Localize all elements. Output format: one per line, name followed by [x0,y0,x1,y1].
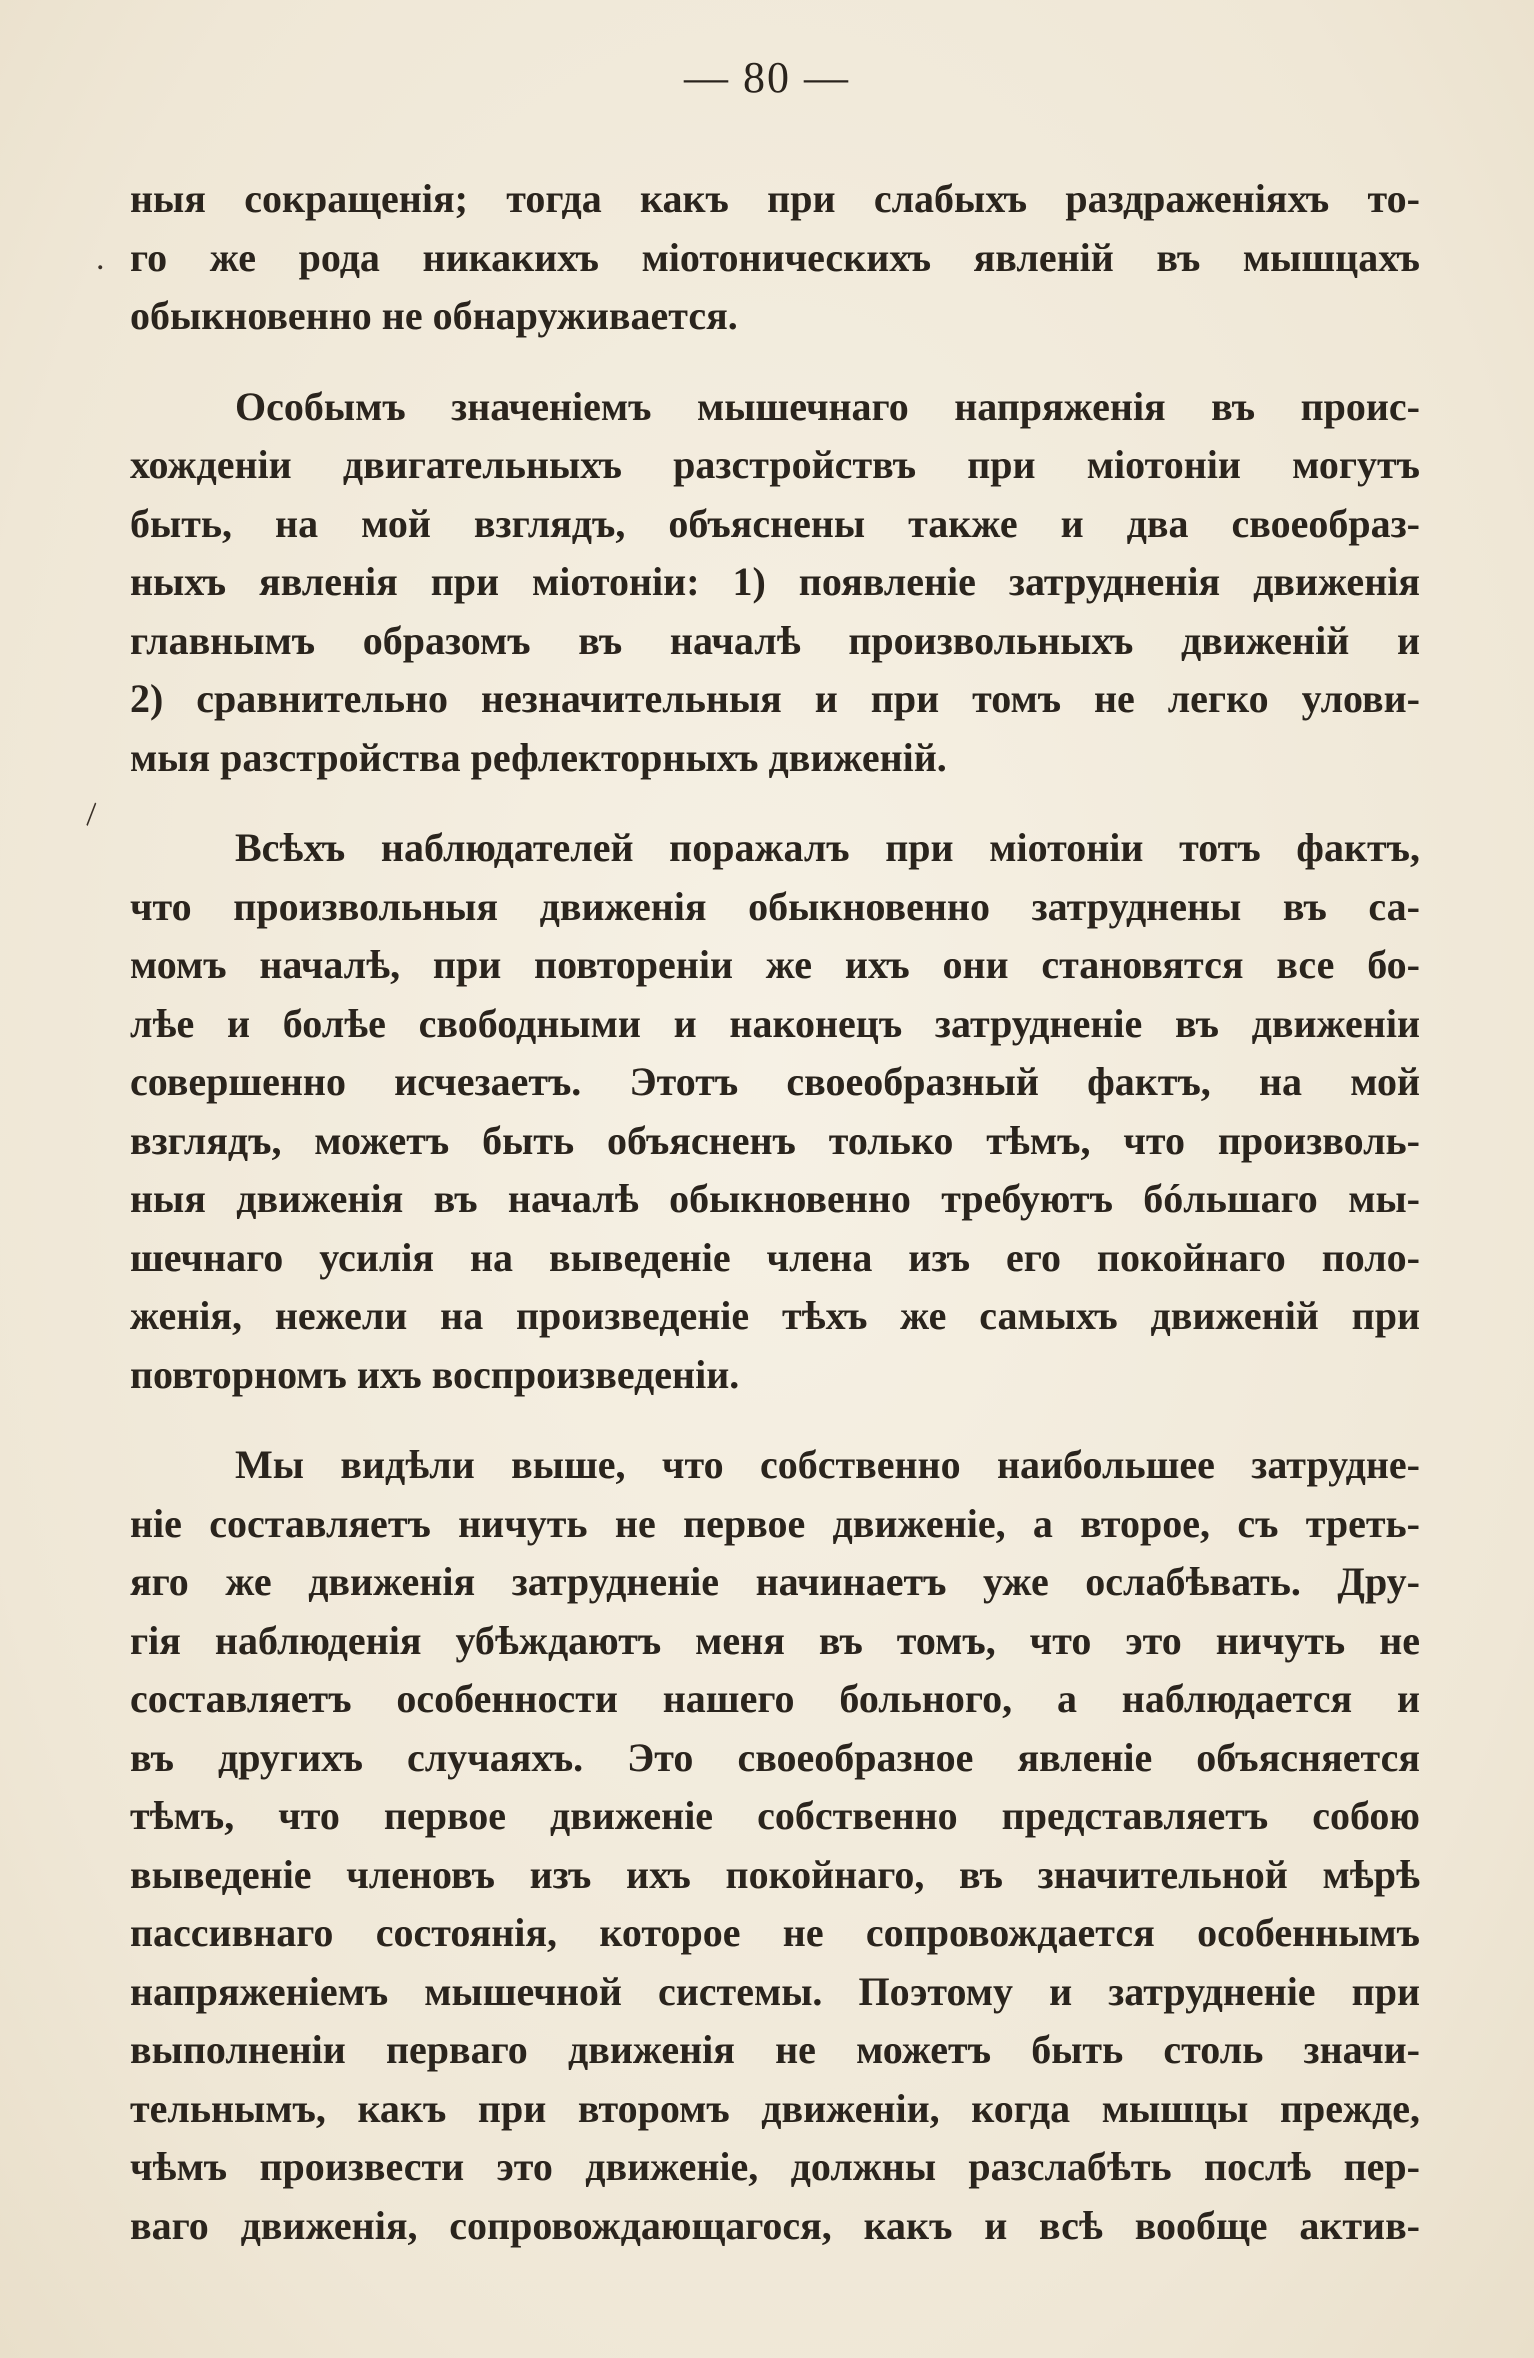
text-line: хожденіи двигательныхъ разстройствъ при міотоніи могутъ [130,442,1420,487]
margin-pencil-mark: \ [75,797,107,832]
text-line: совершенно исчезаетъ. Этотъ своеобразный фактъ, на мой [130,1059,1420,1104]
text-line: гія наблюденія убѣждаютъ меня въ томъ, что это ничуть не [130,1617,1420,1663]
text-line: что произвольныя движенія обыкновенно затруднены въ са- [130,883,1420,929]
text-line: выведеніе членовъ изъ ихъ покойнаго, въ значительной мѣрѣ [130,1851,1420,1897]
text-line: женія, нежели на произведеніе тѣхъ же самыхъ движеній при [130,1293,1420,1338]
text-line: Особымъ значеніемъ мышечнаго напряженія въ проис- [235,383,1420,429]
text-line: ваго движенія, сопровождающагося, какъ и всѣ вообще актив- [130,2202,1420,2248]
text-line: напряженіемъ мышечной системы. Поэтому и затрудненіе при [130,1968,1420,2014]
text-line: обыкновенно не обнаруживается. [130,293,738,338]
text-line: ныхъ явленія при міотоніи: 1) появленіе затрудненія движенія [130,559,1420,604]
text-line: пассивнаго состоянія, которое не сопровождается особеннымъ [130,1910,1420,1955]
text-line: лѣе и болѣе свободными и наконецъ затрудненіе въ движеніи [130,1000,1420,1046]
text-line: ніе составляетъ ничуть не первое движеніе, а второе, съ треть- [130,1500,1420,1546]
paragraph [130,1436,1420,2255]
text-line: чѣмъ произвести это движеніе, должны разслабѣть послѣ пер- [130,2144,1420,2189]
text-line: мыя разстройства рефлекторныхъ движеній. [130,734,947,780]
page-number: — 80 — [684,53,850,102]
margin-mark: . [96,240,105,277]
text-line: шечнаго усилія на выведеніе члена изъ его покойнаго поло- [130,1234,1420,1280]
text-line: въ другихъ случаяхъ. Это своеобразное явленіе объясняется [130,1734,1420,1780]
text-line: Всѣхъ наблюдателей поражалъ при міотоніи тотъ фактъ, [235,825,1420,870]
text-line: ныя движенія въ началѣ обыкновенно требуютъ бóльшаго мы- [130,1176,1420,1221]
text-line: тельнымъ, какъ при второмъ движеніи, когда мышцы прежде, [130,2085,1420,2131]
text-line: момъ началѣ, при повтореніи же ихъ они становятся все бо- [130,942,1420,987]
text-line: взглядъ, можетъ быть объясненъ только тѣмъ, что произволь- [130,1117,1420,1163]
text-line: быть, на мой взглядъ, объяснены также и два своеобраз- [130,500,1420,546]
text-line: составляетъ особенности нашего больного, а наблюдается и [130,1676,1420,1721]
text-line: главнымъ образомъ въ началѣ произвольныхъ движеній и [130,617,1420,663]
text-line: тѣмъ, что первое движеніе собственно представляетъ собою [130,1793,1420,1838]
text-line: повторномъ ихъ воспроизведеніи. [130,1351,740,1397]
text-line: 2) сравнительно незначительныя и при томъ не легко улови- [130,676,1420,721]
paragraph [130,378,1420,788]
text-line: го же рода никакихъ міотоническихъ явленій въ мышцахъ [130,234,1420,280]
text-line: выполненіи перваго движенія не можетъ быть столь значи- [130,2027,1420,2072]
paragraph [130,170,1420,346]
text-line: Мы видѣли выше, что собственно наибольшее затрудне- [235,1442,1420,1487]
paragraph [130,819,1420,1404]
text-line: яго же движенія затрудненіе начинаетъ уже ослабѣвать. Дру- [130,1559,1420,1604]
text-line: ныя сокращенія; тогда какъ при слабыхъ раздраженіяхъ то- [130,176,1420,221]
body-text [130,170,1420,2255]
